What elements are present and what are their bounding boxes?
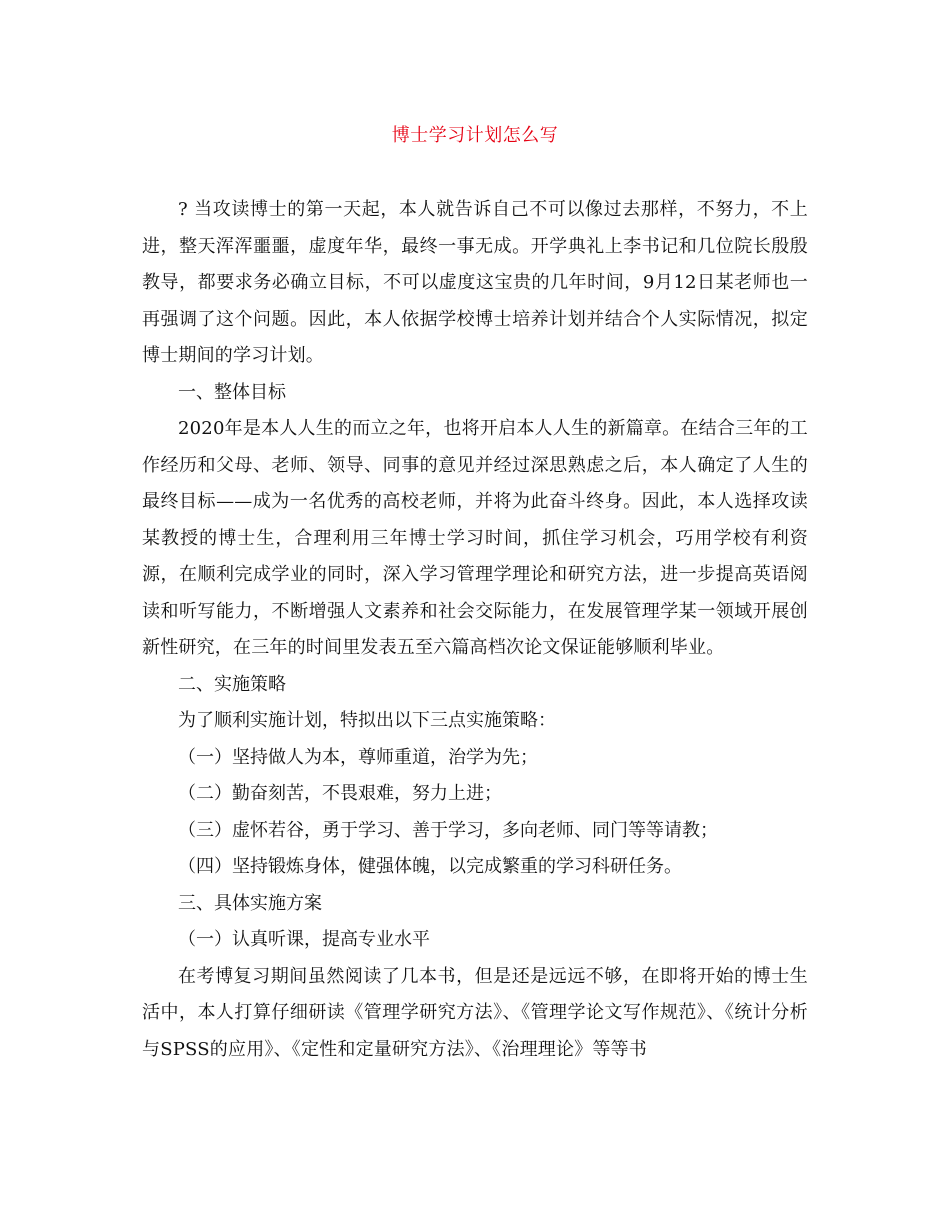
document-title: 博士学习计划怎么写 — [391, 125, 559, 146]
section3-heading: 三、具体实施方案 — [178, 892, 322, 914]
strategy-item: （一）坚持做人为本，尊师重道，治学为先； — [178, 746, 538, 768]
strategy-item: （三）虚怀若谷，勇于学习、善于学习，多向老师、同门等等请教； — [178, 819, 718, 841]
intro-paragraph: ? 当攻读博士的第一天起，本人就告诉自己不可以像过去那样，不努力，不上进，整天浑浑噩噩，虚度年华，最终一事无成。开学典礼上李书记和几位院长殷殷教导，都要求务必确立目标，不可以虚度这宝贵的几年时间，9月12日某老师也一再强调了这个问题。因此，本人依据学校博士培养计划并结合个人实际情况，拟定博士期间的学习计划。 — [142, 199, 808, 366]
section1-paragraph: 2020年是本人人生的而立之年，也将开启本人人生的新篇章。在结合三年的工作经历和父母、老师、领导、同事的意见并经过深思熟虑之后，本人确定了人生的最终目标——成为一名优秀的高校老师，并将为此奋斗终身。因此，本人选择攻读某教授的博士生，合理利用三年博士学习时间，抓住学习机会，巧用学校有利资源，在顺利完成学业的同时，深入学习管理学理论和研究方法，进一步提高英语阅读和听写能力，不断增强人文素养和社会交际能力，在发展管理学某一领域开展创新性研究，在三年的时间里发表五至六篇高档次论文保证能够顺利毕业。 — [142, 418, 808, 658]
section3-paragraph: 在考博复习期间虽然阅读了几本书，但是还是远远不够，在即将开始的博士生活中，本人打算仔细研读《管理学研究方法》、《管理学论文写作规范》、《统计分析与SPSS的应用》、《定性和定量研究方法》、《治理理论》等等书 — [142, 965, 808, 1060]
strategy-item: （二）勤奋刻苦，不畏艰难，努力上进； — [178, 783, 502, 804]
section3-subheading: （一）认真听课，提高专业水平 — [178, 929, 430, 950]
section2-intro: 为了顺利实施计划，特拟出以下三点实施策略： — [178, 710, 556, 731]
section1-heading: 一、整体目标 — [178, 381, 286, 403]
section2-heading: 二、实施策略 — [178, 673, 286, 695]
strategy-item: （四）坚持锻炼身体，健强体魄，以完成繁重的学习科研任务。 — [178, 856, 682, 877]
